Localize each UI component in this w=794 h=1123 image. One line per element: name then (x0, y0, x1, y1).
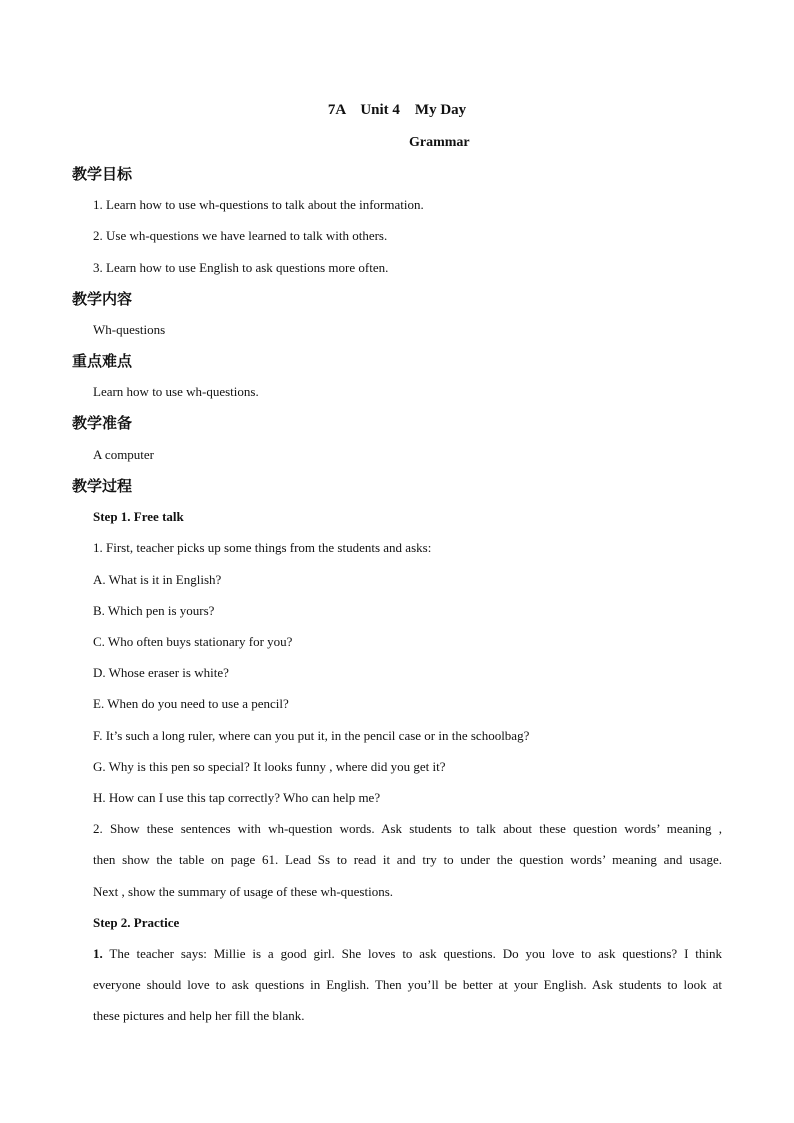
section-heading-content: 教学内容 (72, 290, 133, 308)
step2-paragraph-number: 1. (93, 946, 103, 961)
step1-paragraph-line: 2. Show these sentences with wh-question words. Ask students to talk about these question words’ meaning , (93, 821, 722, 836)
step1-paragraph-line: Next , show the summary of usage of these wh-questions. (93, 884, 394, 899)
question-item: C. Who often buys stationary for you? (93, 634, 293, 649)
question-item: H. How can I use this tap correctly? Who can help me? (93, 790, 381, 805)
question-item: F. It’s such a long ruler, where can you put it, in the pencil case or in the schoolbag? (93, 728, 530, 743)
objective-item: 2. Use wh-questions we have learned to talk with others. (93, 228, 388, 243)
section-heading-objectives: 教学目标 (72, 165, 133, 183)
step1-intro: 1. First, teacher picks up some things from the students and asks: (93, 540, 432, 555)
section-heading-process: 教学过程 (72, 477, 133, 495)
question-item: B. Which pen is yours? (93, 603, 215, 618)
content-text: Wh-questions (93, 322, 166, 337)
step1-paragraph-line: then show the table on page 61. Lead Ss to read it and try to under the question words’ meaning and usage. (93, 852, 722, 867)
step2-paragraph-text: The teacher says: Millie is a good girl. She loves to ask questions. Do you love to ask questions? I think (102, 946, 722, 961)
page-subtitle: Grammar (409, 135, 470, 150)
question-item: G. Why is this pen so special? It looks funny , where did you get it? (93, 759, 446, 774)
step2-paragraph-line: these pictures and help her fill the blank. (93, 1008, 305, 1023)
question-item: D. Whose eraser is white? (93, 665, 229, 680)
objective-item: 3. Learn how to use English to ask questions more often. (93, 260, 389, 275)
objective-item: 1. Learn how to use wh-questions to talk about the information. (93, 197, 424, 212)
section-heading-key-points: 重点难点 (72, 352, 133, 370)
question-item: E. When do you need to use a pencil? (93, 696, 289, 711)
key-points-text: Learn how to use wh-questions. (93, 384, 259, 399)
question-item: A. What is it in English? (93, 572, 222, 587)
section-heading-preparation: 教学准备 (72, 414, 133, 432)
step2-paragraph-line (93, 946, 722, 962)
step2-paragraph-line: everyone should love to ask questions in English. Then you’ll be better at your English. Ask students to look at (93, 977, 722, 992)
page-title: 7A Unit 4 My Day (327, 102, 467, 118)
step2-title: Step 2. Practice (93, 915, 180, 930)
step1-title: Step 1. Free talk (93, 509, 184, 524)
preparation-text: A computer (93, 447, 155, 462)
